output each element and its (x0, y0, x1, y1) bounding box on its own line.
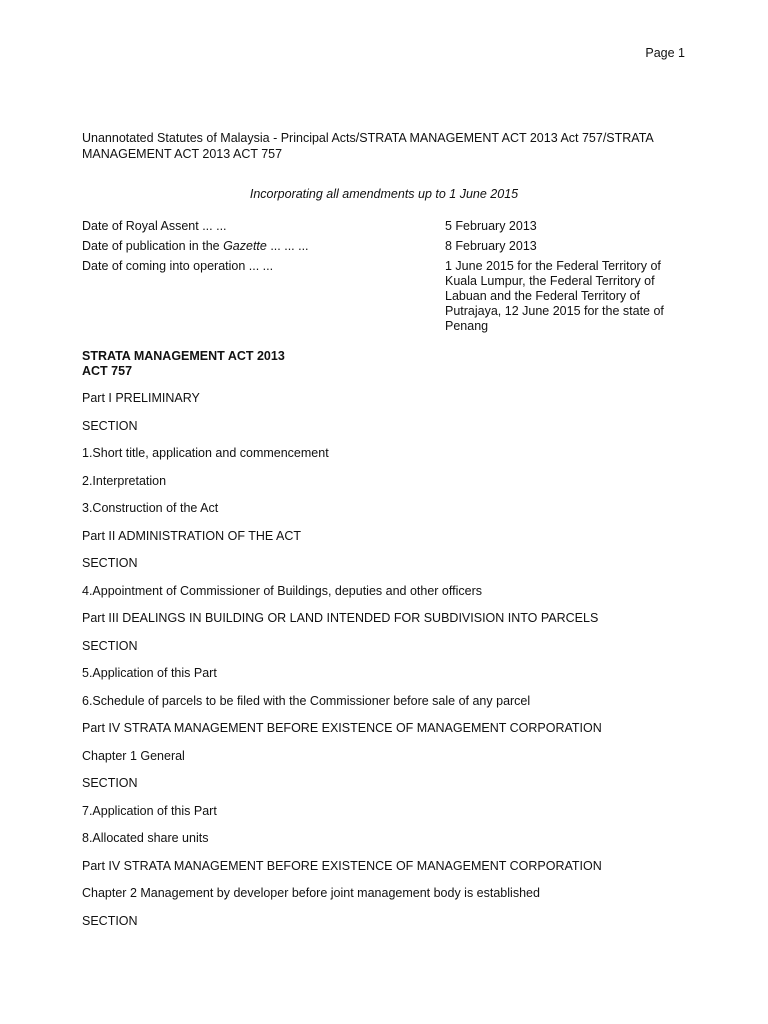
toc-section-2: 2.Interpretation (82, 473, 167, 488)
toc-section-heading: SECTION (82, 418, 138, 433)
operation-value: 1 June 2015 for the Federal Territory of Kuala Lumpur, the Federal Territory of Labuan and the Federal Territory of Putrajaya, 12 June 2015 for the state of Penang (445, 259, 664, 333)
amendment-note: Incorporating all amendments up to 1 June 2015 (249, 187, 519, 201)
publication-label (82, 239, 445, 254)
toc-section-heading: SECTION (82, 776, 138, 790)
gazette-term: Gazette (223, 239, 267, 253)
publication-label-suffix: ... ... ... (266, 239, 309, 253)
page-number: Page 1 (645, 46, 685, 60)
operation-label: Date of coming into operation ... ... (82, 259, 274, 273)
toc-part-1: Part I PRELIMINARY (82, 391, 200, 405)
toc-section-4: 4.Appointment of Commissioner of Buildings, deputies and other officers (82, 583, 482, 598)
toc-section-1: 1.Short title, application and commencement (82, 446, 329, 460)
toc-section-8: 8.Allocated share units (82, 831, 209, 845)
breadcrumb: Unannotated Statutes of Malaysia - Principal Acts/STRATA MANAGEMENT ACT 2013 Act 757/STRATA MANAGEMENT ACT 2013 ACT 757 (82, 131, 654, 161)
toc-section-7: 7.Application of this Part (82, 803, 217, 818)
operation-row (82, 259, 692, 334)
table-of-contents (82, 391, 722, 941)
toc-part-4-repeat: Part IV STRATA MANAGEMENT BEFORE EXISTENCE OF MANAGEMENT CORPORATION (82, 858, 602, 873)
act-dates-table (82, 219, 692, 339)
toc-part-4: Part IV STRATA MANAGEMENT BEFORE EXISTENCE OF MANAGEMENT CORPORATION (82, 721, 602, 735)
toc-part-2: Part II ADMINISTRATION OF THE ACT (82, 528, 302, 543)
royal-assent-value: 5 February 2013 (445, 219, 537, 233)
publication-row (82, 239, 692, 254)
royal-assent-label: Date of Royal Assent ... ... (82, 219, 227, 233)
toc-chapter-2: Chapter 2 Management by developer before joint management body is established (82, 886, 540, 900)
toc-chapter-1: Chapter 1 General (82, 748, 185, 763)
toc-section-heading: SECTION (82, 556, 138, 570)
act-title (82, 349, 285, 379)
royal-assent-row (82, 219, 692, 234)
publication-label-prefix: Date of publication in the (82, 239, 224, 253)
toc-part-3: Part III DEALINGS IN BUILDING OR LAND INTENDED FOR SUBDIVISION INTO PARCELS (82, 611, 599, 625)
toc-section-3: 3.Construction of the Act (82, 501, 219, 515)
toc-section-heading: SECTION (82, 913, 138, 928)
act-title-line-1: STRATA MANAGEMENT ACT 2013 (82, 349, 285, 363)
publication-value: 8 February 2013 (445, 239, 537, 253)
toc-section-6: 6.Schedule of parcels to be filed with the Commissioner before sale of any parcel (82, 693, 531, 708)
toc-section-heading: SECTION (82, 638, 138, 653)
toc-section-5: 5.Application of this Part (82, 666, 217, 680)
act-title-line-2: ACT 757 (82, 364, 133, 378)
